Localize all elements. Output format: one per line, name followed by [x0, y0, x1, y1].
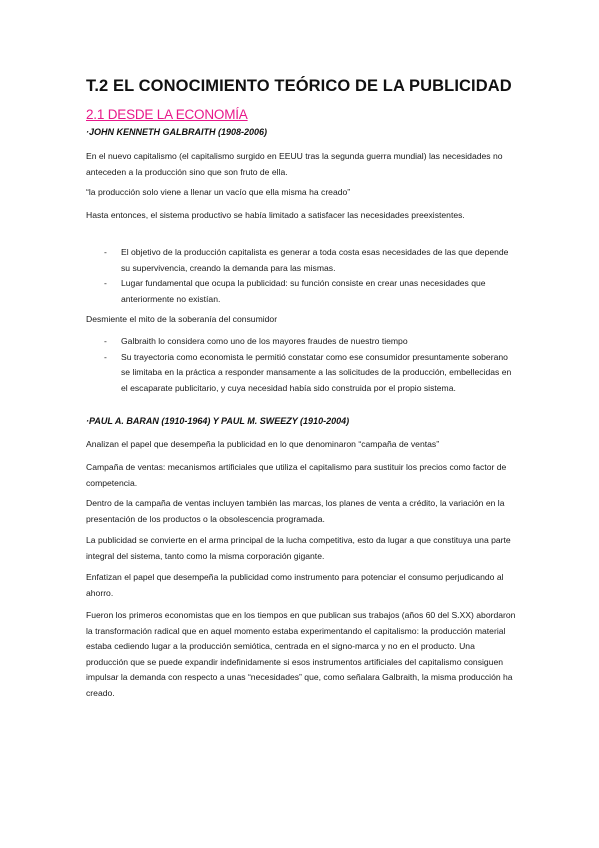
paragraph-9: Enfatizan el papel que desempeña la publicidad como instrumento para potenciar el consumo perjudicando al ahorro. — [86, 572, 504, 598]
paragraph-6: Campaña de ventas: mecanismos artificiales que utiliza el capitalismo para sustituir los precios como factor de competencia. — [86, 462, 507, 488]
paragraph-1: En el nuevo capitalismo (el capitalismo surgido en EEUU tras la segunda guerra mundial) las necesidades no anteceden a la producción sino que son fruto de ella. — [86, 151, 503, 177]
paragraph-7: Dentro de la campaña de ventas incluyen también las marcas, los planes de venta a crédito, la variación en la presentación de los productos o la obsolescencia programada. — [86, 498, 505, 524]
bullet-text: Lugar fundamental que ocupa la publicidad: su función consiste en crear unas necesidades que anteriormente no existían. — [121, 278, 486, 304]
bullet-dash: - — [104, 351, 107, 362]
list-item — [86, 276, 516, 307]
author-heading-baran-sweezy: ·PAUL A. BARAN (1910-1964) Y PAUL M. SWEEZY (1910-2004) — [86, 416, 350, 426]
bullet-dash: - — [104, 247, 107, 257]
paragraph-5: Analizan el papel que desempeña la publicidad en lo que denominaron “campaña de ventas” — [86, 439, 440, 449]
paragraph-3: Hasta entonces, el sistema productivo se había limitado a satisfacer las necesidades preexistentes. — [86, 210, 465, 220]
paragraph-10: Fueron los primeros economistas que en los tiempos en que publican sus trabajos (años 60 del S.XX) abordaron la transformación radical que en aquel momento estaba experimentando el capitalismo: la producción material estaba cediendo lugar a la producción semiótica, centrada en el signo-marca y no en el producto. Una producción que se puede expandir indefinidamente si esos instrumentos artificiales del capitalismo consiguen impulsar la demanda con respecto a unas “necesidades” que, como señalara Galbraith, la misma producción ha creado. — [86, 610, 516, 698]
quote-paragraph: “la producción solo viene a llenar un vacío que ella misma ha creado” — [86, 187, 351, 197]
bullet-dash: - — [104, 278, 107, 288]
author-heading-galbraith: ·JOHN KENNETH GALBRAITH (1908-2006) — [86, 127, 268, 137]
paragraph-4: Desmiente el mito de la soberanía del consumidor — [86, 314, 278, 324]
page-title: T.2 EL CONOCIMIENTO TEÓRICO DE LA PUBLICIDAD — [86, 77, 512, 95]
section-heading: 2.1 DESDE LA ECONOMÍA — [86, 107, 248, 122]
bullet-list-1 — [86, 245, 516, 307]
bullet-list-2 — [86, 334, 516, 396]
paragraph-8: La publicidad se convierte en el arma principal de la lucha competitiva, esto da lugar a que constituya una parte integral del sistema, tanto como la misma corporación gigante. — [86, 535, 511, 561]
list-item — [86, 245, 516, 276]
list-item — [86, 350, 516, 397]
bullet-text: Su trayectoria como economista le permitió constatar como ese consumidor presuntamente soberano se limitaba en la práctica a responder mansamente a las solicitudes de la producción, embellecidas en el escaparate publicitario, y cuya necesidad había sido construida por el propio sistema. — [121, 351, 512, 393]
list-item — [86, 334, 516, 350]
bullet-text: El objetivo de la producción capitalista es generar a toda costa esas necesidades de las que depende su supervivencia, creando la demanda para las mismas. — [121, 247, 509, 273]
bullet-text: Galbraith lo considera como uno de los mayores fraudes de nuestro tiempo — [121, 336, 408, 346]
bullet-dash: - — [104, 336, 107, 346]
